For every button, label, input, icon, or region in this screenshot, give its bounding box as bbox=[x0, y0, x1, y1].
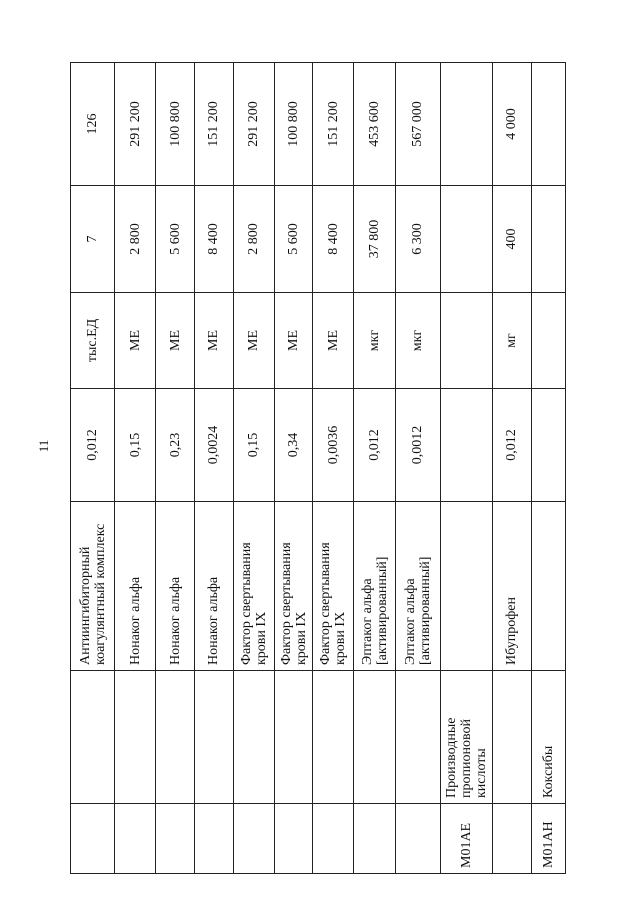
cell-unit: МЕ bbox=[233, 293, 274, 389]
table-row bbox=[155, 63, 194, 874]
cell-drug bbox=[531, 502, 565, 671]
cell-unit bbox=[531, 293, 565, 389]
cell-ratio: 6 300 bbox=[396, 186, 440, 293]
cell-group bbox=[155, 671, 194, 804]
table-row bbox=[195, 63, 233, 874]
table-row bbox=[353, 63, 395, 874]
table-row bbox=[531, 63, 565, 874]
cell-ratio bbox=[440, 186, 493, 293]
cell-total: 4 000 bbox=[493, 63, 531, 186]
cell-total bbox=[531, 63, 565, 186]
cell-drug bbox=[440, 502, 493, 671]
table-body bbox=[71, 63, 566, 874]
table-row bbox=[71, 63, 115, 874]
cell-code bbox=[71, 804, 115, 874]
cell-unit: МЕ bbox=[313, 293, 353, 389]
cell-code bbox=[493, 804, 531, 874]
cell-ddd: 0,15 bbox=[233, 389, 274, 502]
cell-ddd: 0,23 bbox=[155, 389, 194, 502]
cell-drug: Нонаког альфа bbox=[195, 502, 233, 671]
cell-ratio: 8 400 bbox=[195, 186, 233, 293]
cell-code bbox=[396, 804, 440, 874]
cell-total: 453 600 bbox=[353, 63, 395, 186]
cell-ddd: 0,34 bbox=[275, 389, 313, 502]
table-row bbox=[275, 63, 313, 874]
cell-unit: МЕ bbox=[195, 293, 233, 389]
cell-group bbox=[233, 671, 274, 804]
cell-total: 567 000 bbox=[396, 63, 440, 186]
cell-ratio: 5 600 bbox=[155, 186, 194, 293]
cell-group bbox=[396, 671, 440, 804]
cell-unit: МЕ bbox=[275, 293, 313, 389]
cell-drug: Нонаког альфа bbox=[115, 502, 155, 671]
cell-code bbox=[195, 804, 233, 874]
cell-total: 126 bbox=[71, 63, 115, 186]
document-table bbox=[70, 62, 566, 874]
cell-unit: МЕ bbox=[115, 293, 155, 389]
cell-code bbox=[233, 804, 274, 874]
cell-group bbox=[275, 671, 313, 804]
cell-code bbox=[155, 804, 194, 874]
cell-code: M01AE bbox=[440, 804, 493, 874]
cell-unit: МЕ bbox=[155, 293, 194, 389]
cell-drug: Фактор свертывания крови IX bbox=[275, 502, 313, 671]
cell-total: 151 200 bbox=[313, 63, 353, 186]
cell-ratio: 8 400 bbox=[313, 186, 353, 293]
table-row bbox=[233, 63, 274, 874]
cell-ratio: 2 800 bbox=[233, 186, 274, 293]
cell-drug: Эптаког альфа [активированный] bbox=[353, 502, 395, 671]
table-row bbox=[313, 63, 353, 874]
table-row bbox=[440, 63, 493, 874]
cell-group bbox=[493, 671, 531, 804]
cell-total: 291 200 bbox=[115, 63, 155, 186]
cell-drug: Фактор свертывания крови IX bbox=[233, 502, 274, 671]
cell-code: M01AH bbox=[531, 804, 565, 874]
cell-unit bbox=[440, 293, 493, 389]
cell-total: 291 200 bbox=[233, 63, 274, 186]
cell-ratio: 5 600 bbox=[275, 186, 313, 293]
cell-total: 100 800 bbox=[155, 63, 194, 186]
cell-unit: мкг bbox=[353, 293, 395, 389]
cell-group bbox=[195, 671, 233, 804]
cell-unit: тыс.ЕД bbox=[71, 293, 115, 389]
cell-ddd bbox=[531, 389, 565, 502]
cell-ddd: 0,0012 bbox=[396, 389, 440, 502]
cell-code bbox=[115, 804, 155, 874]
cell-code bbox=[275, 804, 313, 874]
cell-group bbox=[71, 671, 115, 804]
cell-ddd: 0,012 bbox=[353, 389, 395, 502]
table-row bbox=[493, 63, 531, 874]
cell-total: 100 800 bbox=[275, 63, 313, 186]
cell-ratio: 37 800 bbox=[353, 186, 395, 293]
cell-group: Производные пропионовой кислоты bbox=[440, 671, 493, 804]
cell-group bbox=[115, 671, 155, 804]
table-row bbox=[115, 63, 155, 874]
cell-unit: мкг bbox=[396, 293, 440, 389]
page-number: 11 bbox=[36, 439, 51, 453]
cell-unit: мг bbox=[493, 293, 531, 389]
cell-ratio: 2 800 bbox=[115, 186, 155, 293]
cell-group bbox=[313, 671, 353, 804]
cell-ratio: 400 bbox=[493, 186, 531, 293]
cell-total: 151 200 bbox=[195, 63, 233, 186]
cell-drug: Эптаког альфа [активированный] bbox=[396, 502, 440, 671]
cell-drug: Ибупрофен bbox=[493, 502, 531, 671]
cell-ddd bbox=[440, 389, 493, 502]
cell-ddd: 0,0036 bbox=[313, 389, 353, 502]
cell-code bbox=[353, 804, 395, 874]
cell-drug: Нонаког альфа bbox=[155, 502, 194, 671]
table-row bbox=[396, 63, 440, 874]
cell-ddd: 0,15 bbox=[115, 389, 155, 502]
cell-drug: Антиингибиторный коагулянтный комплекс bbox=[71, 502, 115, 671]
cell-ratio bbox=[531, 186, 565, 293]
rotated-table-container bbox=[70, 63, 566, 874]
cell-code bbox=[313, 804, 353, 874]
cell-drug: Фактор свертывания крови IX bbox=[313, 502, 353, 671]
cell-total bbox=[440, 63, 493, 186]
cell-ratio: 7 bbox=[71, 186, 115, 293]
cell-ddd: 0,0024 bbox=[195, 389, 233, 502]
cell-ddd: 0,012 bbox=[493, 389, 531, 502]
cell-group bbox=[353, 671, 395, 804]
cell-group: Коксибы bbox=[531, 671, 565, 804]
cell-ddd: 0,012 bbox=[71, 389, 115, 502]
